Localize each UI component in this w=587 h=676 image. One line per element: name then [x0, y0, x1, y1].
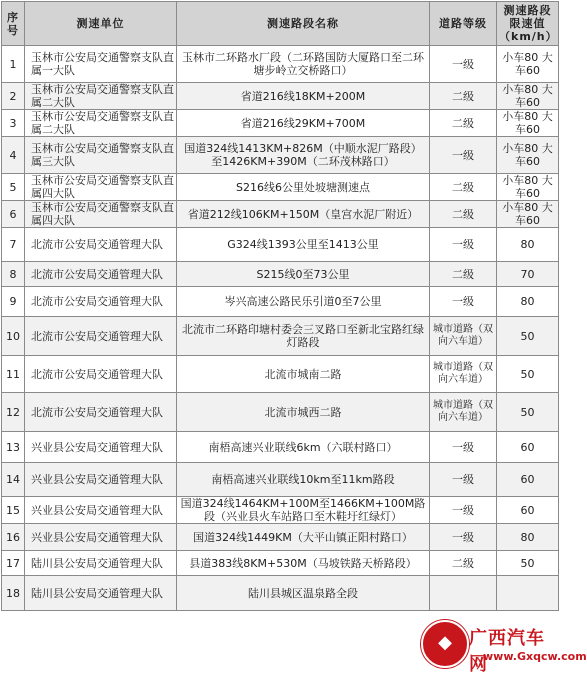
cell-unit: 北流市公安局交通管理大队 — [25, 356, 177, 393]
watermark-logo-icon: ◆ — [421, 620, 469, 668]
table-header-row — [2, 2, 559, 46]
cell-road: S216线6公里处坡塘测速点 — [177, 174, 430, 201]
speed-limit-table — [1, 1, 559, 611]
cell-grade: 二级 — [430, 551, 497, 576]
cell-limit: 60 — [497, 497, 559, 524]
watermark-url: www.Gxqcw.com — [483, 650, 587, 663]
cell-no: 10 — [2, 317, 25, 356]
table-row — [2, 228, 559, 262]
cell-grade: 二级 — [430, 262, 497, 287]
cell-limit: 小车80 大车60 — [497, 110, 559, 137]
cell-grade: 二级 — [430, 174, 497, 201]
cell-road: 国道324线1449KM（大平山镇正阳村路口） — [177, 524, 430, 551]
cell-no: 5 — [2, 174, 25, 201]
cell-limit: 60 — [497, 432, 559, 463]
cell-grade: 一级 — [430, 137, 497, 174]
table-body — [2, 46, 559, 611]
cell-road: G324线1393公里至1413公里 — [177, 228, 430, 262]
cell-limit: 50 — [497, 356, 559, 393]
cell-road: 省道212线106KM+150M（皇宫水泥厂附近） — [177, 201, 430, 228]
cell-limit: 50 — [497, 551, 559, 576]
cell-road: 北流市二环路印塘村委会三叉路口至新北宝路红绿灯路段 — [177, 317, 430, 356]
cell-road: 陆川县城区温泉路全段 — [177, 576, 430, 611]
table-row — [2, 463, 559, 497]
cell-unit: 北流市公安局交通管理大队 — [25, 228, 177, 262]
cell-unit: 北流市公安局交通管理大队 — [25, 393, 177, 432]
cell-unit: 北流市公安局交通管理大队 — [25, 287, 177, 317]
cell-unit: 兴业县公安局交通管理大队 — [25, 432, 177, 463]
table-row — [2, 262, 559, 287]
header-limit: 测速路段限速值（km/h） — [497, 2, 559, 46]
cell-road: 县道383线8KM+530M（马坡铁路天桥路段） — [177, 551, 430, 576]
cell-road: 玉林市二环路水厂段（二环路国防大厦路口至二环塘步岭立交桥路口） — [177, 46, 430, 83]
cell-road: 省道216线29KM+700M — [177, 110, 430, 137]
cell-grade: 城市道路（双向六车道） — [430, 393, 497, 432]
site-watermark — [421, 618, 587, 675]
header-unit: 测速单位 — [25, 2, 177, 46]
cell-unit: 兴业县公安局交通管理大队 — [25, 524, 177, 551]
table-row — [2, 432, 559, 463]
table-row — [2, 393, 559, 432]
cell-no: 7 — [2, 228, 25, 262]
cell-grade: 二级 — [430, 110, 497, 137]
cell-unit: 玉林市公安局交通警察支队直属一大队 — [25, 46, 177, 83]
cell-road: 南梧高速兴业联线6km（六联村路口） — [177, 432, 430, 463]
cell-road: 南梧高速兴业联线10km至11km路段 — [177, 463, 430, 497]
cell-grade: 二级 — [430, 83, 497, 110]
cell-no: 3 — [2, 110, 25, 137]
table-row — [2, 317, 559, 356]
header-grade: 道路等级 — [430, 2, 497, 46]
cell-limit: 80 — [497, 287, 559, 317]
table-row — [2, 576, 559, 611]
cell-no: 18 — [2, 576, 25, 611]
cell-unit: 玉林市公安局交通警察支队直属四大队 — [25, 174, 177, 201]
cell-limit: 小车80 大车60 — [497, 46, 559, 83]
cell-road: 省道216线18KM+200M — [177, 83, 430, 110]
cell-grade — [430, 576, 497, 611]
cell-road: 岑兴高速公路民乐引道0至7公里 — [177, 287, 430, 317]
cell-unit: 玉林市公安局交通警察支队直属二大队 — [25, 110, 177, 137]
cell-grade: 一级 — [430, 497, 497, 524]
cell-unit: 北流市公安局交通管理大队 — [25, 317, 177, 356]
table-row — [2, 174, 559, 201]
cell-no: 14 — [2, 463, 25, 497]
header-road: 测速路段名称 — [177, 2, 430, 46]
cell-limit: 80 — [497, 524, 559, 551]
table-row — [2, 524, 559, 551]
cell-limit: 50 — [497, 393, 559, 432]
cell-road: S215线0至73公里 — [177, 262, 430, 287]
cell-limit: 小车80 大车60 — [497, 201, 559, 228]
cell-grade: 一级 — [430, 287, 497, 317]
table-row — [2, 46, 559, 83]
cell-road: 国道324线1413KM+826M（中顺水泥厂路段）至1426KM+390M（二环茂林路口） — [177, 137, 430, 174]
cell-grade: 城市道路（双向六车道） — [430, 356, 497, 393]
cell-grade: 一级 — [430, 46, 497, 83]
cell-limit: 60 — [497, 463, 559, 497]
cell-no: 9 — [2, 287, 25, 317]
cell-limit: 小车80 大车60 — [497, 174, 559, 201]
table-row — [2, 137, 559, 174]
cell-no: 8 — [2, 262, 25, 287]
cell-no: 12 — [2, 393, 25, 432]
cell-road: 国道324线1464KM+100M至1466KM+100M路段（兴业县火车站路口至木鞋圩红绿灯） — [177, 497, 430, 524]
cell-unit: 玉林市公安局交通警察支队直属二大队 — [25, 83, 177, 110]
cell-no: 13 — [2, 432, 25, 463]
cell-no: 17 — [2, 551, 25, 576]
header-no: 序号 — [2, 2, 25, 46]
table-row — [2, 201, 559, 228]
cell-unit: 陆川县公安局交通管理大队 — [25, 576, 177, 611]
watermark-title: 广西汽车网 — [469, 628, 545, 675]
cell-unit: 玉林市公安局交通警察支队直属四大队 — [25, 201, 177, 228]
cell-road: 北流市城西二路 — [177, 393, 430, 432]
cell-unit: 兴业县公安局交通管理大队 — [25, 463, 177, 497]
cell-unit: 北流市公安局交通管理大队 — [25, 262, 177, 287]
table-row — [2, 287, 559, 317]
cell-unit: 兴业县公安局交通管理大队 — [25, 497, 177, 524]
cell-limit: 50 — [497, 317, 559, 356]
cell-grade: 一级 — [430, 463, 497, 497]
cell-no: 4 — [2, 137, 25, 174]
cell-unit: 玉林市公安局交通警察支队直属三大队 — [25, 137, 177, 174]
table-row — [2, 110, 559, 137]
cell-limit: 70 — [497, 262, 559, 287]
cell-grade: 城市道路（双向六车道） — [430, 317, 497, 356]
cell-limit: 80 — [497, 228, 559, 262]
cell-grade: 一级 — [430, 524, 497, 551]
cell-no: 16 — [2, 524, 25, 551]
cell-limit: 小车80 大车60 — [497, 137, 559, 174]
cell-no: 1 — [2, 46, 25, 83]
table-row — [2, 497, 559, 524]
cell-grade: 二级 — [430, 201, 497, 228]
cell-road: 北流市城南二路 — [177, 356, 430, 393]
table-row — [2, 356, 559, 393]
cell-no: 15 — [2, 497, 25, 524]
cell-grade: 一级 — [430, 228, 497, 262]
cell-no: 11 — [2, 356, 25, 393]
table-row — [2, 83, 559, 110]
table-row — [2, 551, 559, 576]
cell-no: 6 — [2, 201, 25, 228]
cell-no: 2 — [2, 83, 25, 110]
cell-grade: 一级 — [430, 432, 497, 463]
cell-limit — [497, 576, 559, 611]
cell-limit: 小车80 大车60 — [497, 83, 559, 110]
cell-unit: 陆川县公安局交通管理大队 — [25, 551, 177, 576]
